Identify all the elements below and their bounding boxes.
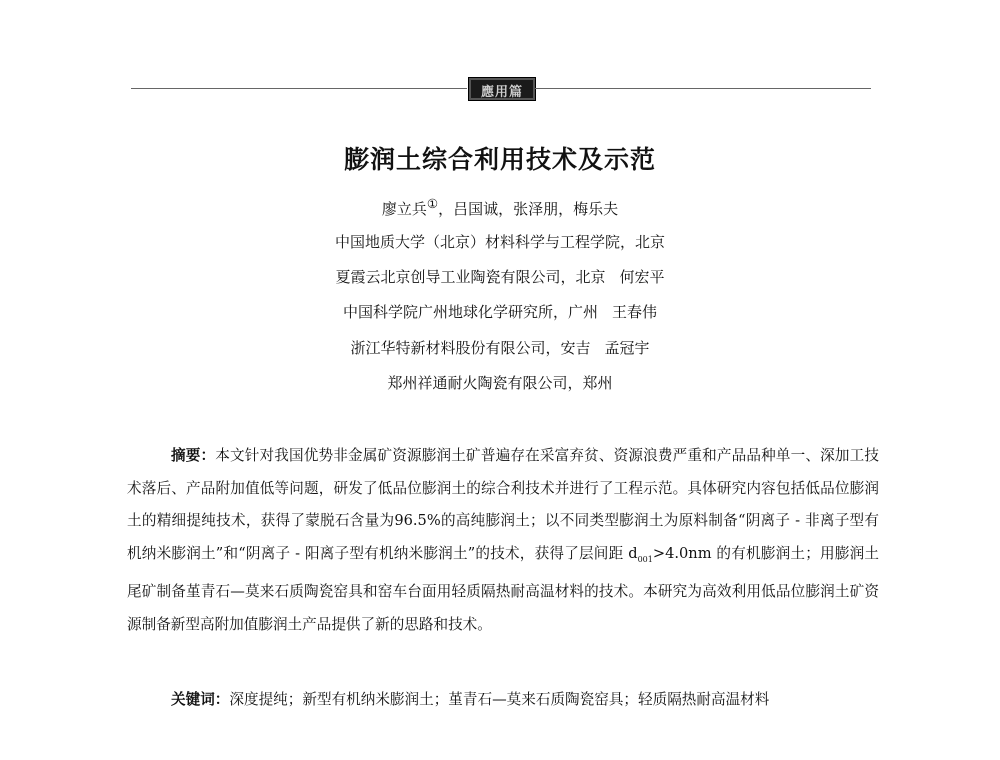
affiliation-person: 王春伟 (612, 303, 658, 321)
header-rule-left (131, 88, 467, 89)
affiliation-text: 郑州祥通耐火陶瓷有限公司，郑州 (387, 374, 613, 392)
abstract-paragraph (127, 440, 879, 641)
author-footnote-mark: ① (426, 196, 439, 211)
other-authors: ，吕国诚，张泽朋，梅乐夫 (438, 200, 619, 218)
abstract-text-part2: >4.0nm 的有机膨润土；用膨润土尾矿制备堇青石—莫来石质陶瓷窑具和窑车台面用轻质隔热耐高温材料的技术。本研究为高效利用低品位膨润土矿资源制备新型高附加值膨润土产品提供了新的思路和技术。 (127, 544, 879, 633)
affiliation-line (0, 266, 1000, 287)
keywords (171, 690, 891, 710)
abstract-label: 摘要： (171, 447, 216, 464)
affiliation-person: 何宏平 (619, 268, 665, 286)
affiliation-person: 孟冠宇 (604, 339, 650, 357)
abstract (127, 440, 879, 641)
section-badge-label: 應用篇 (480, 85, 523, 100)
section-badge (468, 77, 536, 101)
affiliation-text: 浙江华特新材料股份有限公司，安吉 (350, 339, 591, 357)
affiliation-text: 中国科学院广州地球化学研究所，广州 (342, 303, 598, 321)
affiliation-line (0, 301, 1000, 322)
affiliation-line (0, 231, 1000, 252)
affiliation-line (0, 372, 1000, 393)
affiliation-text: 夏霞云北京创导工业陶瓷有限公司，北京 (335, 268, 606, 286)
abstract-subscript: 001 (637, 554, 653, 564)
author-line (0, 196, 1000, 219)
first-author: 廖立兵 (381, 200, 427, 218)
abstract-text-part1: 本文针对我国优势非金属矿资源膨润土矿普遍存在采富弃贫、资源浪费严重和产品品种单一、深加工技术落后、产品附加值低等问题，研发了低品位膨润土的综合利技术并进行了工程示范。具体研究内容包括低品位膨润土的精细提纯技术，获得了蒙脱石含量为96.5%的高纯膨润土；以不同类型膨润土为原料制备“阴离子 - 非离子型有机纳米膨润土”和“阴离子 - 阳离子型有机纳米膨润土”的技术，获得了层间距 d (127, 447, 879, 562)
paper-title: 膨润土综合利用技术及示范 (343, 145, 656, 174)
affiliation-line (0, 337, 1000, 358)
keywords-text: 深度提纯；新型有机纳米膨润土；堇青石—莫来石质陶瓷窑具；轻质隔热耐高温材料 (229, 691, 770, 708)
keywords-label: 关键词： (171, 691, 230, 708)
affiliation-text: 中国地质大学（北京）材料科学与工程学院，北京 (334, 233, 665, 251)
header-rule-right (535, 88, 871, 89)
